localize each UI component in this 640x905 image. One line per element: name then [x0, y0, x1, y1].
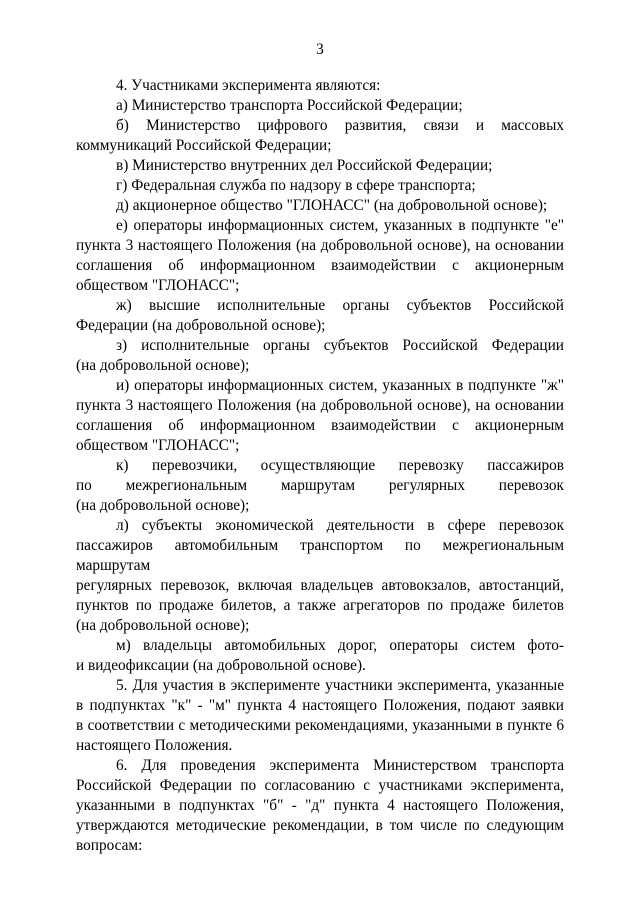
text-line: в подпунктах "к" - "м" пункта 4 настоящего Положения, подают заявки [76, 697, 564, 714]
paragraph [76, 336, 564, 376]
text-line: пункта 3 настоящего Положения (на добровольной основе), на основании [76, 397, 564, 414]
text-line: пассажиров автомобильным транспортом по межрегиональным маршрутам [76, 537, 564, 574]
text-line: а) Министерство транспорта Российской Федерации; [116, 97, 463, 114]
paragraph [76, 516, 564, 636]
paragraph [76, 636, 564, 676]
text-line: б) Министерство цифрового развития, связи и массовых [116, 117, 564, 134]
paragraph [76, 116, 564, 156]
text-line: (на добровольной основе); [76, 497, 250, 514]
text-line: з) исполнительные органы субъектов Российской Федерации [116, 337, 564, 354]
paragraph [76, 216, 564, 296]
paragraph [76, 456, 564, 516]
text-line: и) операторы информационных систем, указанных в подпункте "ж" [116, 377, 564, 394]
text-line: Федерации (на добровольной основе); [76, 317, 326, 334]
text-line: пунктов по продаже билетов, а также агрегаторов по продаже билетов [76, 597, 564, 614]
text-line: указанными в подпунктах "б" - "д" пункта 4 настоящего Положения, [76, 797, 564, 814]
paragraph [76, 756, 564, 856]
text-line: е) операторы информационных систем, указанных в подпункте "е" [116, 217, 564, 234]
text-line: Российской Федерации по согласованию с участниками эксперимента, [76, 777, 564, 794]
text-line: (на добровольной основе); [76, 617, 250, 634]
paragraph [76, 376, 564, 456]
text-line: д) акционерное общество "ГЛОНАСС" (на добровольной основе); [116, 197, 548, 214]
text-line: 5. Для участия в эксперименте участники эксперимента, указанные [116, 677, 564, 694]
text-line: г) Федеральная служба по надзору в сфере транспорта; [116, 177, 476, 194]
paragraph [76, 176, 564, 196]
text-line: по межрегиональным маршрутам регулярных перевозок [76, 477, 564, 494]
text-line: настоящего Положения. [76, 737, 233, 754]
text-line: утверждаются методические рекомендации, в том числе по следующим [76, 817, 564, 834]
text-line: регулярных перевозок, включая владельцев автовокзалов, автостанций, [76, 577, 564, 594]
text-line: 6. Для проведения эксперимента Министерством транспорта [116, 757, 564, 774]
paragraph [76, 156, 564, 176]
paragraph [76, 76, 564, 96]
text-line: обществом "ГЛОНАСС"; [76, 277, 240, 294]
text-line: вопросам: [76, 837, 143, 854]
text-line: к) перевозчики, осуществляющие перевозку пассажиров [116, 457, 564, 474]
text-line: 4. Участниками эксперимента являются: [116, 77, 381, 94]
paragraph [76, 676, 564, 756]
text-line: пункта 3 настоящего Положения (на добровольной основе), на основании [76, 237, 564, 254]
paragraph [76, 196, 564, 216]
text-line: в соответствии с методическими рекомендациями, указанными в пункте 6 [76, 717, 564, 734]
text-line: ж) высшие исполнительные органы субъектов Российской [116, 297, 564, 314]
page-number: 3 [316, 41, 324, 58]
text-line: л) субъекты экономической деятельности в сфере перевозок [116, 517, 564, 534]
text-line: соглашения об информационном взаимодействии с акционерным [76, 417, 564, 434]
paragraph [76, 96, 564, 116]
text-line: и видеофиксации (на добровольной основе). [76, 657, 366, 674]
paragraph [76, 296, 564, 336]
text-line: обществом "ГЛОНАСС"; [76, 437, 240, 454]
document-body [76, 76, 564, 856]
text-line: соглашения об информационном взаимодействии с акционерным [76, 257, 564, 274]
text-line: (на добровольной основе); [76, 357, 250, 374]
text-line: в) Министерство внутренних дел Российской Федерации; [116, 157, 493, 174]
text-line: коммуникаций Российской Федерации; [76, 137, 332, 154]
text-line: м) владельцы автомобильных дорог, операторы систем фото- [116, 637, 564, 654]
